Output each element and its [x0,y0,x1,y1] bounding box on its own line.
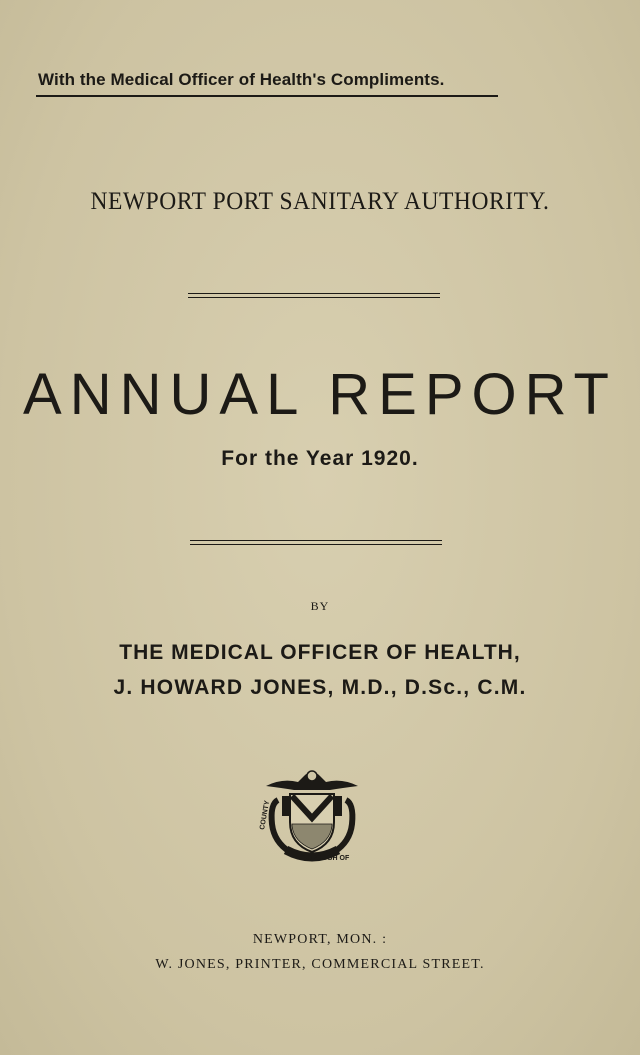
officer-title: THE MEDICAL OFFICER OF HEALTH, [119,641,521,664]
compliments-line: With the Medical Officer of Health's Compliments. [38,70,445,89]
imprint-printer: W. JONES, PRINTER, COMMERCIAL STREET. [155,957,485,972]
crest-motto-left: COUNTY [259,800,272,831]
author-name: J. HOWARD JONES, M.D., D.Sc., C.M. [113,676,527,699]
divider-bottom [190,540,442,545]
compliments-underline [36,95,498,97]
borough-crest-icon [252,764,372,864]
divider-top [188,293,440,298]
report-title: ANNUAL REPORT [23,362,617,427]
report-year: For the Year 1920. [221,447,419,470]
authority-title: NEWPORT PORT SANITARY AUTHORITY. [90,188,550,215]
imprint-place: NEWPORT, MON. : [252,932,388,947]
crest-motto-bottom: BOROUGH OF [301,855,350,862]
by-label: BY [310,599,330,613]
